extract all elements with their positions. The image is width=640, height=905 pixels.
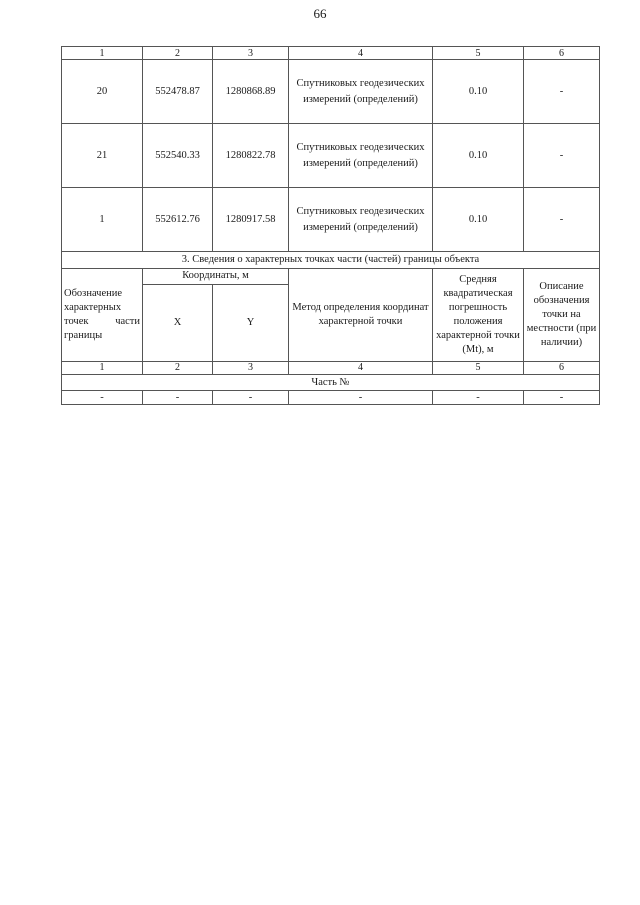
point-y: 1280917.58 (213, 188, 289, 252)
x-header: X (143, 284, 213, 361)
point-y: 1280868.89 (213, 60, 289, 124)
coordinates-header: Координаты, м (143, 268, 289, 284)
column-number: 4 (289, 47, 433, 60)
description-header: Описание обозначения точки на местности (при наличии) (524, 268, 600, 361)
point-x: 552478.87 (143, 60, 213, 124)
column-number: 6 (524, 361, 600, 374)
point-x: 552540.33 (143, 124, 213, 188)
designation-header-line: точек части (64, 315, 140, 327)
empty-cell: - (213, 391, 289, 405)
point-y: 1280822.78 (213, 124, 289, 188)
point-id: 1 (62, 188, 143, 252)
y-header: Y (213, 284, 289, 361)
table-row (62, 391, 600, 405)
point-method: Спутниковых геодезических измерений (определений) (289, 188, 433, 252)
section-title-row (62, 252, 600, 269)
error-header: Средняя квадратическая погрешность положения характерной точки (Mt), м (433, 268, 524, 361)
column-number: 2 (143, 361, 213, 374)
column-number: 6 (524, 47, 600, 60)
point-method: Спутниковых геодезических измерений (определений) (289, 124, 433, 188)
point-error: 0.10 (433, 188, 524, 252)
designation-header-line: Обозначение (64, 287, 123, 299)
header-row (62, 268, 600, 284)
designation-header-line: характерных (64, 301, 122, 313)
column-number: 5 (433, 47, 524, 60)
page-number: 66 (313, 6, 327, 21)
point-description: - (524, 60, 600, 124)
column-number-row (62, 47, 600, 60)
empty-cell: - (62, 391, 143, 405)
point-id: 20 (62, 60, 143, 124)
empty-cell: - (289, 391, 433, 405)
column-number: 3 (213, 361, 289, 374)
point-error: 0.10 (433, 60, 524, 124)
column-number: 3 (213, 47, 289, 60)
point-error: 0.10 (433, 124, 524, 188)
point-description: - (524, 188, 600, 252)
column-number: 4 (289, 361, 433, 374)
table-row (62, 124, 600, 188)
method-header: Метод определения координат характерной точки (289, 268, 433, 361)
empty-cell: - (433, 391, 524, 405)
table-row (62, 60, 600, 124)
point-x: 552612.76 (143, 188, 213, 252)
empty-cell: - (524, 391, 600, 405)
column-number: 5 (433, 361, 524, 374)
boundary-points-table (61, 46, 600, 405)
section-title: 3. Сведения о характерных точках части (частей) границы объекта (62, 252, 600, 269)
point-method: Спутниковых геодезических измерений (определений) (289, 60, 433, 124)
point-description: - (524, 124, 600, 188)
designation-header (62, 268, 143, 361)
empty-cell: - (143, 391, 213, 405)
column-number: 2 (143, 47, 213, 60)
part-label: Часть № (62, 374, 600, 391)
part-label-row (62, 374, 600, 391)
designation-header-line: границы (64, 329, 103, 341)
table-row (62, 188, 600, 252)
point-id: 21 (62, 124, 143, 188)
column-number: 1 (62, 47, 143, 60)
column-number-row (62, 361, 600, 374)
column-number: 1 (62, 361, 143, 374)
